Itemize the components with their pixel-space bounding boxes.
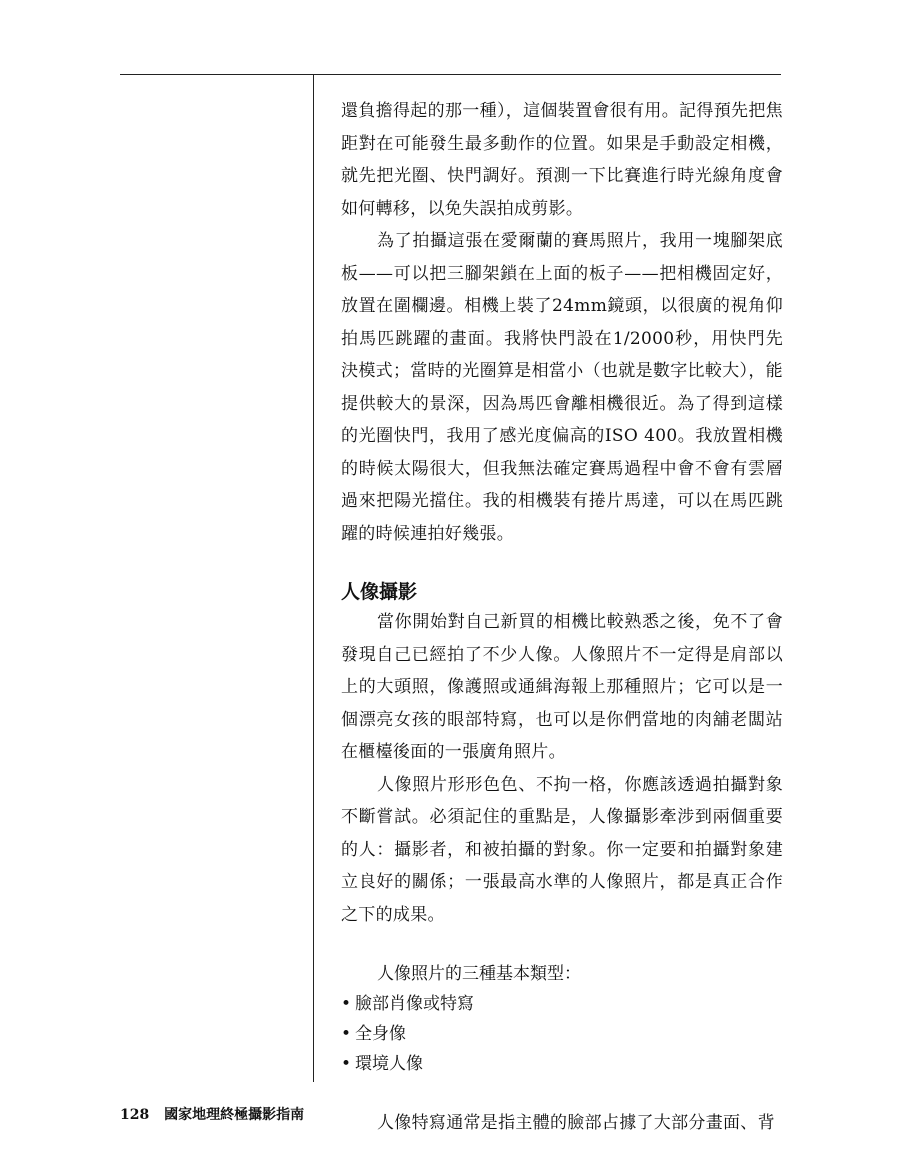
bullet-icon: • xyxy=(341,1054,352,1074)
types-list xyxy=(341,989,783,1079)
types-intro: 人像照片的三種基本類型： xyxy=(377,964,581,984)
list-item-label: 全身像 xyxy=(355,1024,406,1044)
body-paragraph: 人像照片形形色色、不拘一格，你應該透過拍攝對象不斷嘗試。必須記住的重點是，人像攝影牽涉到兩個重要的人：攝影者，和被拍攝的對象。你一定要和拍攝對象建立良好的關係；一張最高水準的人像照片，都是真正合作之下的成果。 xyxy=(341,774,783,925)
page-footer xyxy=(120,1104,304,1124)
page-number: 128 xyxy=(120,1107,150,1123)
top-rule xyxy=(120,74,781,75)
body-paragraph: 為了拍攝這張在愛爾蘭的賽馬照片，我用一塊腳架底板——可以把三腳架鎖在上面的板子——把相機固定好，放置在圍欄邊。相機上裝了24mm鏡頭，以很廣的視角仰拍馬匹跳躍的畫面。我將快門設在1/2000秒，用快門先決模式；當時的光圈算是相當小（也就是數字比較大），能提供較大的景深，因為馬匹會離相機很近。為了得到這樣的光圈快門，我用了感光度偏高的ISO 400。我放置相機的時候太陽很大，但我無法確定賽馬過程中會不會有雲層過來把陽光擋住。我的相機裝有捲片馬達，可以在馬匹跳躍的時候連拍好幾張。 xyxy=(341,231,783,544)
bullet-icon: • xyxy=(341,1024,352,1044)
body-paragraph: 還負擔得起的那一種），這個裝置會很有用。記得預先把焦距對在可能發生最多動作的位置。如果是手動設定相機，就先把光圈、快門調好。預測一下比賽進行時光線角度會如何轉移，以免失誤拍成剪影。 xyxy=(341,101,783,219)
list-item xyxy=(341,1049,783,1079)
list-item xyxy=(341,989,783,1019)
list-item xyxy=(341,1019,783,1049)
book-title: 國家地理終極攝影指南 xyxy=(164,1107,305,1123)
closing-paragraph: 人像特寫通常是指主體的臉部占據了大部分畫面、背 xyxy=(377,1113,775,1133)
text-column xyxy=(341,95,783,1140)
section-heading: 人像攝影 xyxy=(341,581,418,603)
body-paragraph: 當你開始對自己新買的相機比較熟悉之後，免不了會發現自己已經拍了不少人像。人像照片不一定得是肩部以上的大頭照，像護照或通緝海報上那種照片；它可以是一個漂亮女孩的眼部特寫，也可以是你們當地的肉舖老闆站在櫃檯後面的一張廣角照片。 xyxy=(341,612,783,762)
column-rule xyxy=(313,74,314,1082)
list-item-label: 臉部肖像或特寫 xyxy=(355,994,474,1014)
list-item-label: 環境人像 xyxy=(355,1054,423,1074)
bullet-icon: • xyxy=(341,994,352,1014)
